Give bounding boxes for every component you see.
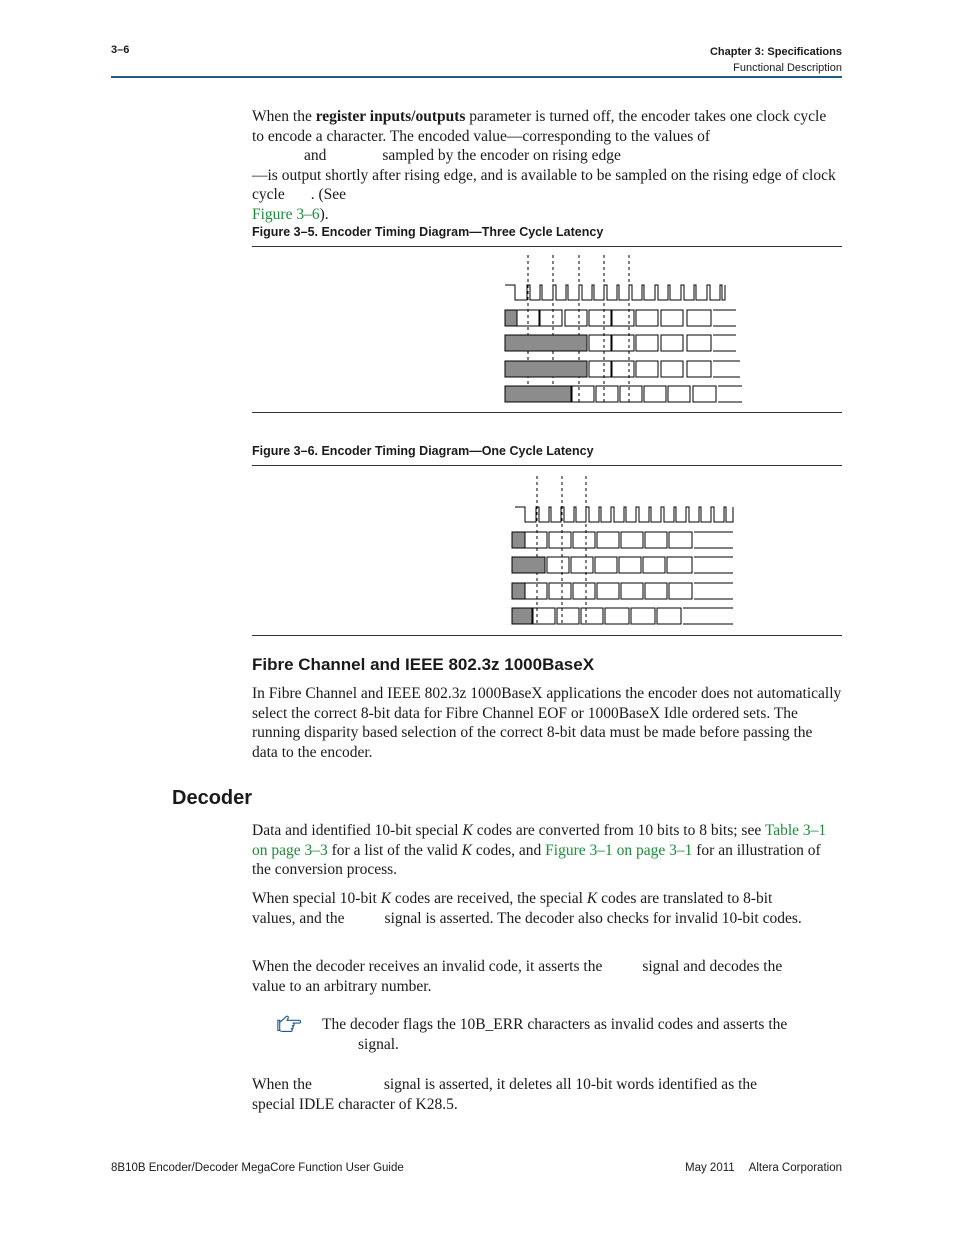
figure-3-5-top-rule (252, 246, 842, 247)
figure-3-6-row-1 (512, 532, 733, 548)
table-3-1-link[interactable]: Table 3–1 on page 3–3 (252, 822, 827, 859)
decoder-paragraph-3: When the decoder receives an invalid code, it asserts the signal and decodes the value to an arbitrary number. (252, 958, 783, 995)
figure-3-5-row-4 (505, 386, 742, 402)
figure-3-6-bottom-rule (252, 635, 842, 636)
chapter-title: Chapter 3: Specifications (709, 46, 842, 58)
pointing-hand-icon (276, 1014, 302, 1034)
decoder-paragraph-1: Data and identified 10-bit special K codes are converted from 10 bits to 8 bits; see Table 3–1 on page 3–3 for a list of the valid K codes, and Figure 3–1 on page 3–1 for an illustration of the conversion process. (252, 822, 827, 879)
figure-3-6-top-rule (252, 465, 842, 466)
figure-3-5-edge-markers (528, 255, 629, 405)
decoder-paragraph-2: When special 10-bit K codes are received, the special K codes are translated to 8-bit values, and the signal is asserted. The decoder also checks for invalid 10-bit codes. (252, 890, 802, 927)
figure-3-5-row-1 (505, 310, 736, 326)
figure-3-6-caption: Figure 3–6. Encoder Timing Diagram—One Cycle Latency (252, 444, 594, 458)
figure-3-6-row-4 (512, 608, 733, 624)
figure-3-1-link[interactable]: Figure 3–1 on page 3–1 (545, 841, 693, 859)
figure-3-5-row-3 (505, 361, 740, 377)
figure-3-6-row-2 (512, 557, 733, 573)
figure-3-5-timing-diagram (500, 255, 750, 410)
figure-3-5-clock-waveform (505, 285, 725, 300)
figure-3-6-edge-markers (537, 476, 586, 623)
fibre-channel-heading: Fibre Channel and IEEE 802.3z 1000BaseX (252, 655, 595, 674)
fibre-channel-paragraph: In Fibre Channel and IEEE 802.3z 1000BaseX applications the encoder does not automatically select the correct 8-bit data for Fibre Channel EOF or 1000BaseX Idle ordered sets. The running disparity based selection of the correct 8-bit data must be made before passing the data to the encoder. (252, 685, 842, 761)
footer-company: Altera Corporation (748, 1162, 842, 1174)
running-header (710, 44, 842, 76)
section-title: Functional Description (733, 62, 842, 74)
footer-document-title: 8B10B Encoder/Decoder MegaCore Function User Guide (111, 1162, 404, 1174)
figure-3-6-timing-diagram (505, 476, 745, 626)
decoder-paragraph-4: When the signal is asserted, it deletes all 10-bit words identified as the special IDLE character of K28.5. (252, 1076, 758, 1113)
decoder-heading: Decoder (172, 787, 253, 809)
header-rule (111, 76, 842, 78)
footer-right (685, 1162, 842, 1174)
figure-3-6-clock-waveform (515, 507, 733, 522)
paragraph-encoder-latency: When the register inputs/outputs parameter is turned off, the encoder takes one clock cycle to encode a character. The encoded value—corresponding to the values of and sampled by the encoder on rising edge —is output shortly after rising edge, and is available to be sampled on the rising edge of clock cycle . (See Figure 3–6). (252, 108, 836, 223)
figure-3-5-row-2 (505, 335, 736, 351)
footer-date: May 2011 (685, 1162, 735, 1174)
figure-3-5-caption: Figure 3–5. Encoder Timing Diagram—Three Cycle Latency (252, 225, 604, 239)
figure-3-6-row-3 (512, 583, 733, 599)
figure-3-6-link[interactable]: Figure 3–6 (252, 205, 320, 223)
note-text: The decoder flags the 10B_ERR characters as invalid codes and asserts the signal. (322, 1016, 788, 1053)
figure-3-5-bottom-rule (252, 412, 842, 413)
page-number: 3–6 (111, 44, 130, 56)
